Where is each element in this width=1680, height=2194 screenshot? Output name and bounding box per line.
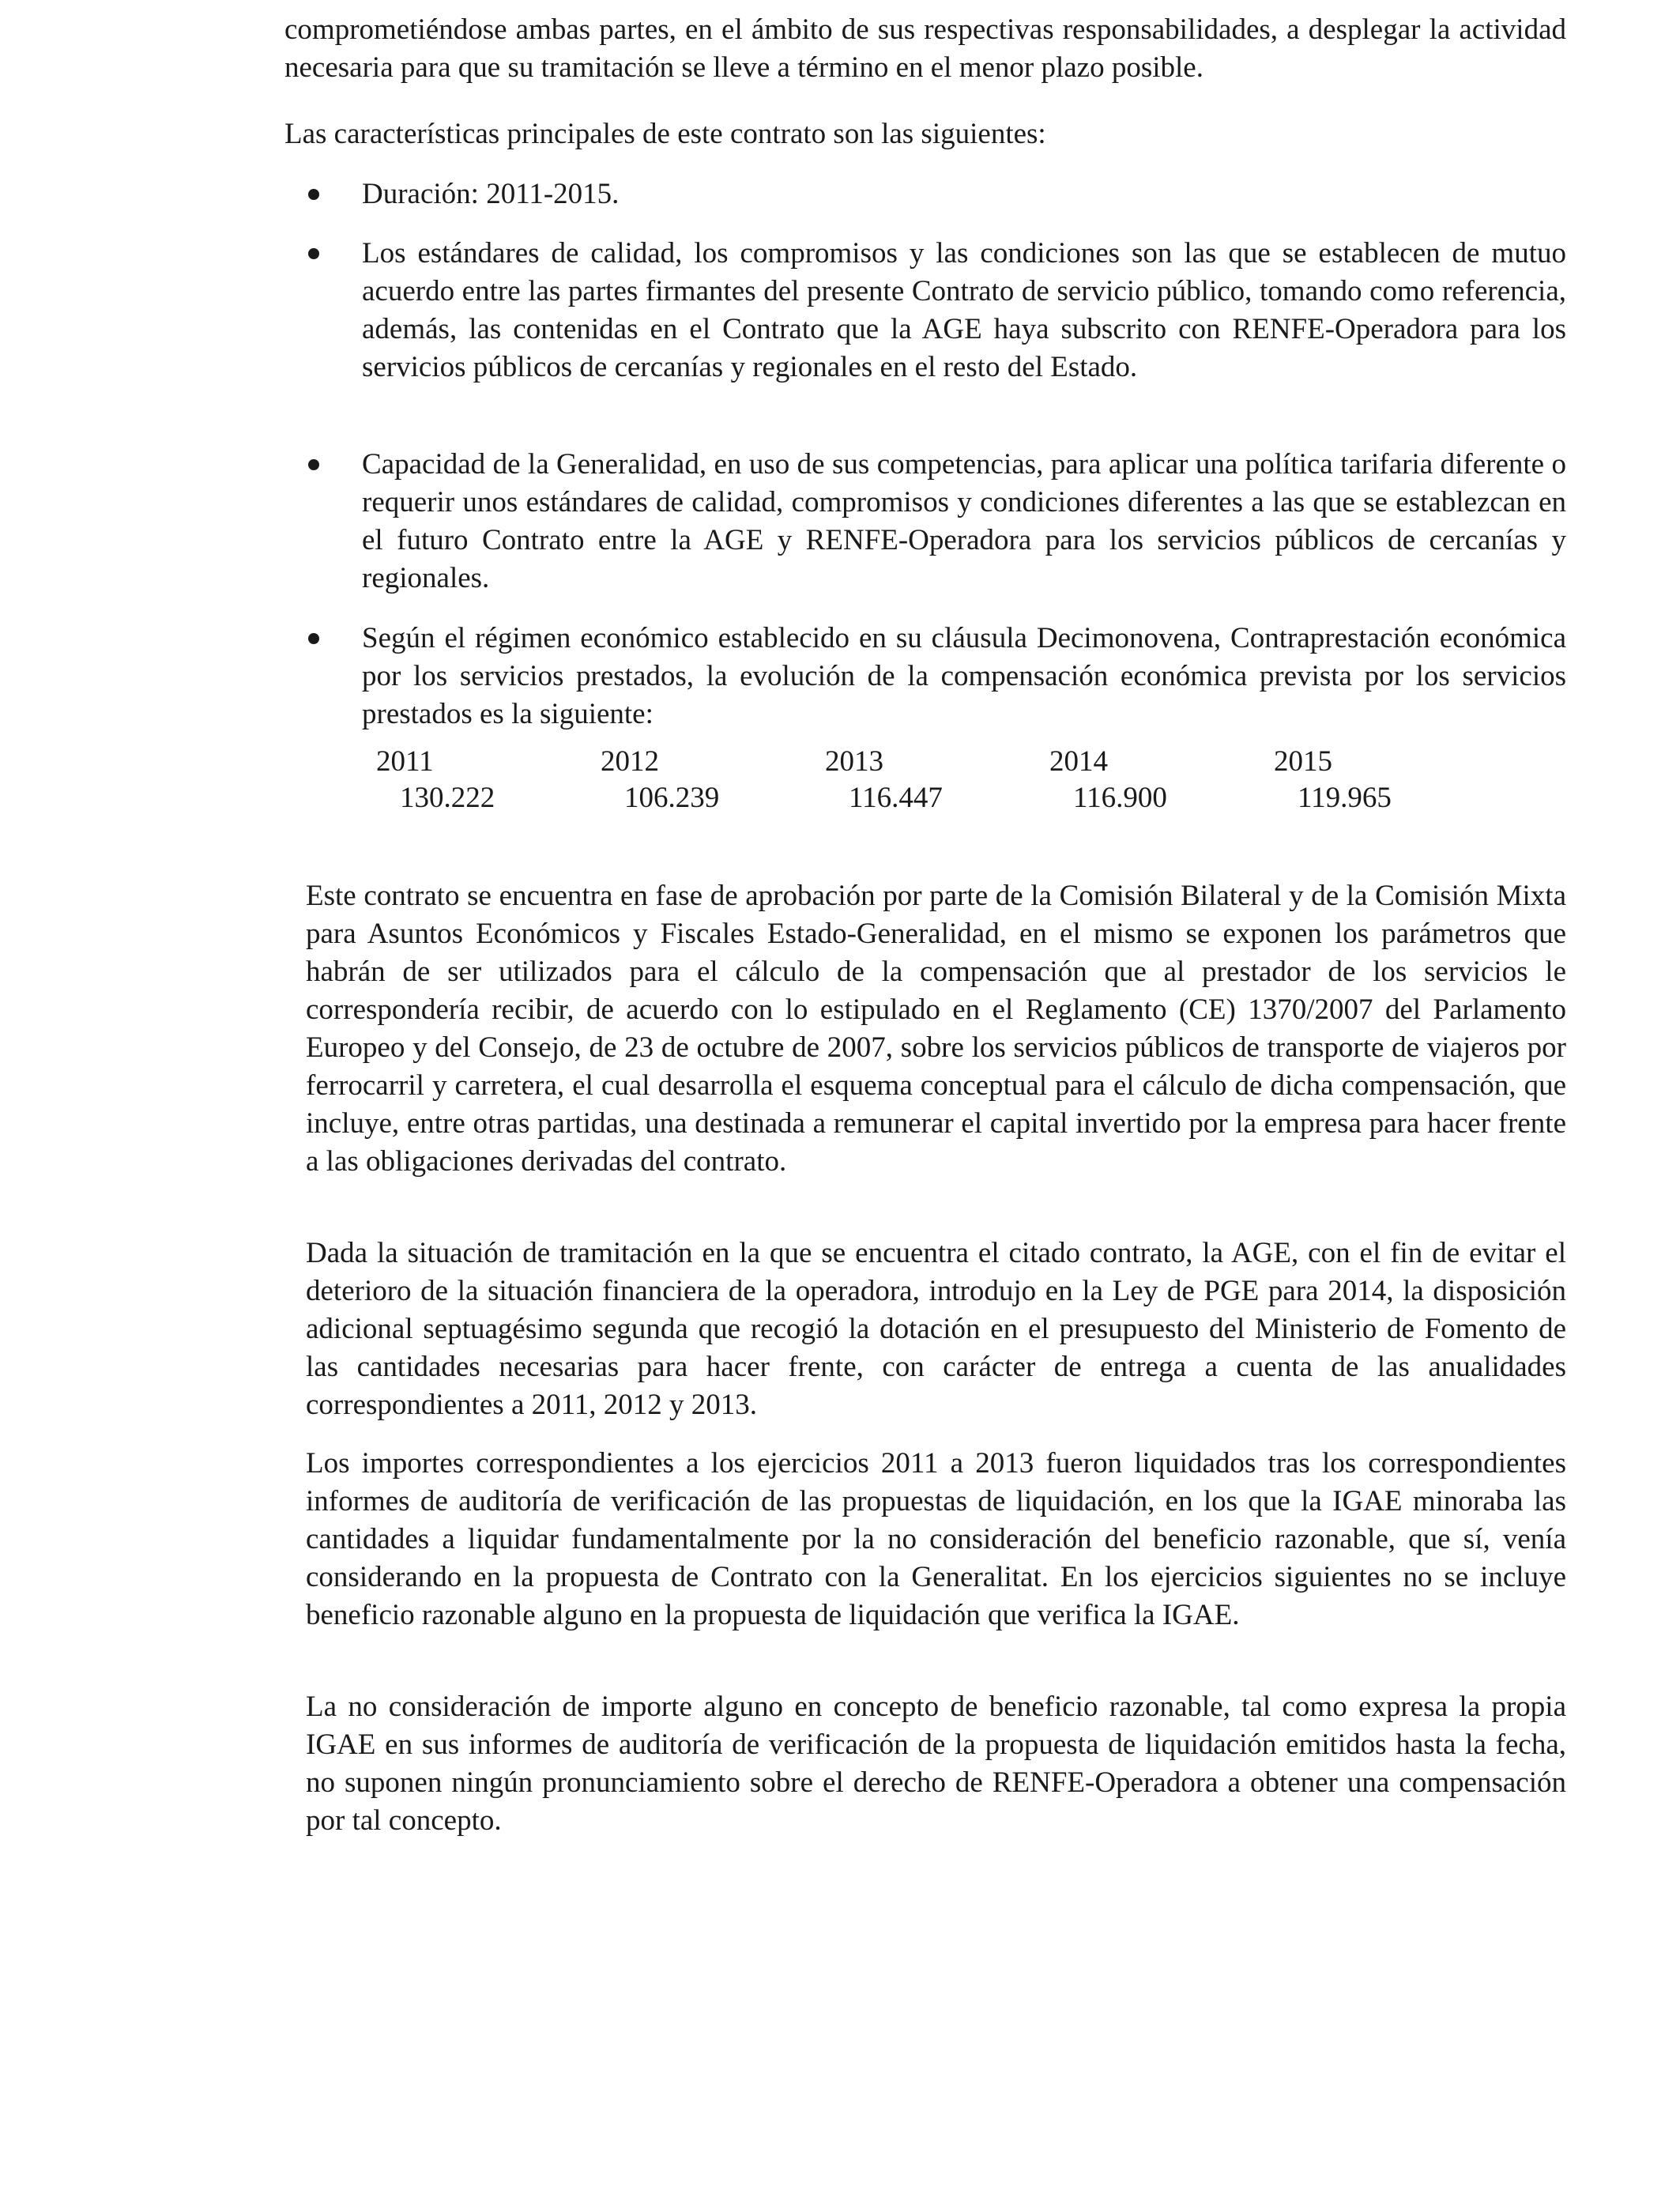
list-item-text: Los estándares de calidad, los compromisos y las condiciones son las que se establecen de mutuo acuerdo entre las partes firmantes del presente Contrato de servicio público, tomando como referencia, además, las contenidas en el Contrato que la AGE haya subscrito con RENFE-Operadora para los servicios públicos de cercanías y regionales en el resto del Estado.: [362, 237, 1566, 383]
list-item-text: Según el régimen económico establecido en su cláusula Decimonovena, Contraprestación económica por los servicios prestados, la evolución de la compensación económica prevista por los servicios prestados es la siguiente:: [362, 622, 1566, 730]
year-cell: 2014: [1049, 745, 1108, 778]
amount-cell: 116.447: [849, 782, 943, 814]
features-intro: Las características principales de este contrato son las siguientes:: [284, 118, 1046, 150]
intro-continuation: comprometiéndose ambas partes, en el ámbito de sus respectivas responsabilidades, a desplegar la actividad necesaria para que su tramitación se lleve a término en el menor plazo posible.: [284, 13, 1566, 84]
bullet-icon: [308, 248, 319, 259]
bullet-icon: [308, 189, 319, 200]
list-item-text: Capacidad de la Generalidad, en uso de sus competencias, para aplicar una política tarifaria diferente o requerir unos estándares de calidad, compromisos y condiciones diferentes a las que se establezcan en el futuro Contrato entre la AGE y RENFE-Operadora para los servicios públicos de cercanías y regionales.: [362, 448, 1566, 594]
body-paragraph: La no consideración de importe alguno en concepto de beneficio razonable, tal como expresa la propia IGAE en sus informes de auditoría de verificación de la propuesta de liquidación emitidos hasta la fecha, no suponen ningún pronunciamiento sobre el derecho de RENFE-Operadora a obtener una compensación por tal concepto.: [306, 1691, 1566, 1837]
amount-cell: 119.965: [1298, 782, 1392, 814]
year-cell: 2011: [376, 745, 434, 778]
body-paragraph: Dada la situación de tramitación en la que se encuentra el citado contrato, la AGE, con el fin de evitar el deterioro de la situación financiera de la operadora, introdujo en la Ley de PGE para 2014, la disposición adicional septuagésimo segunda que recogió la dotación en el presupuesto del Ministerio de Fomento de las cantidades necesarias para hacer frente, con carácter de entrega a cuenta de las anualidades correspondientes a 2011, 2012 y 2013.: [306, 1237, 1566, 1421]
year-cell: 2015: [1274, 745, 1332, 778]
year-cell: 2013: [825, 745, 883, 778]
amount-cell: 130.222: [400, 782, 495, 814]
list-item-text: Duración: 2011-2015.: [362, 178, 620, 210]
bullet-icon: [308, 459, 319, 470]
amount-cell: 106.239: [624, 782, 720, 814]
compensation-table: [362, 743, 1468, 822]
year-cell: 2012: [601, 745, 659, 778]
body-paragraph: Los importes correspondientes a los ejercicios 2011 a 2013 fueron liquidados tras los correspondientes informes de auditoría de verificación de las propuestas de liquidación, en los que la IGAE minoraba las cantidades a liquidar fundamentalmente por la no consideración del beneficio razonable, que sí, venía considerando en la propuesta de Contrato con la Generalitat. En los ejercicios siguientes no se incluye beneficio razonable alguno en la propuesta de liquidación que verifica la IGAE.: [306, 1447, 1566, 1631]
bullet-icon: [308, 633, 319, 644]
body-paragraph: Este contrato se encuentra en fase de aprobación por parte de la Comisión Bilateral y de la Comisión Mixta para Asuntos Económicos y Fiscales Estado-Generalidad, en el mismo se exponen los parámetros que habrán de ser utilizados para el cálculo de la compensación que al prestador de los servicios le correspondería recibir, de acuerdo con lo estipulado en el Reglamento (CE) 1370/2007 del Parlamento Europeo y del Consejo, de 23 de octubre de 2007, sobre los servicios públicos de transporte de viajeros por ferrocarril y carretera, el cual desarrolla el esquema conceptual para el cálculo de dicha compensación, que incluye, entre otras partidas, una destinada a remunerar el capital invertido por la empresa para hacer frente a las obligaciones derivadas del contrato.: [306, 880, 1566, 1178]
amount-cell: 116.900: [1073, 782, 1167, 814]
